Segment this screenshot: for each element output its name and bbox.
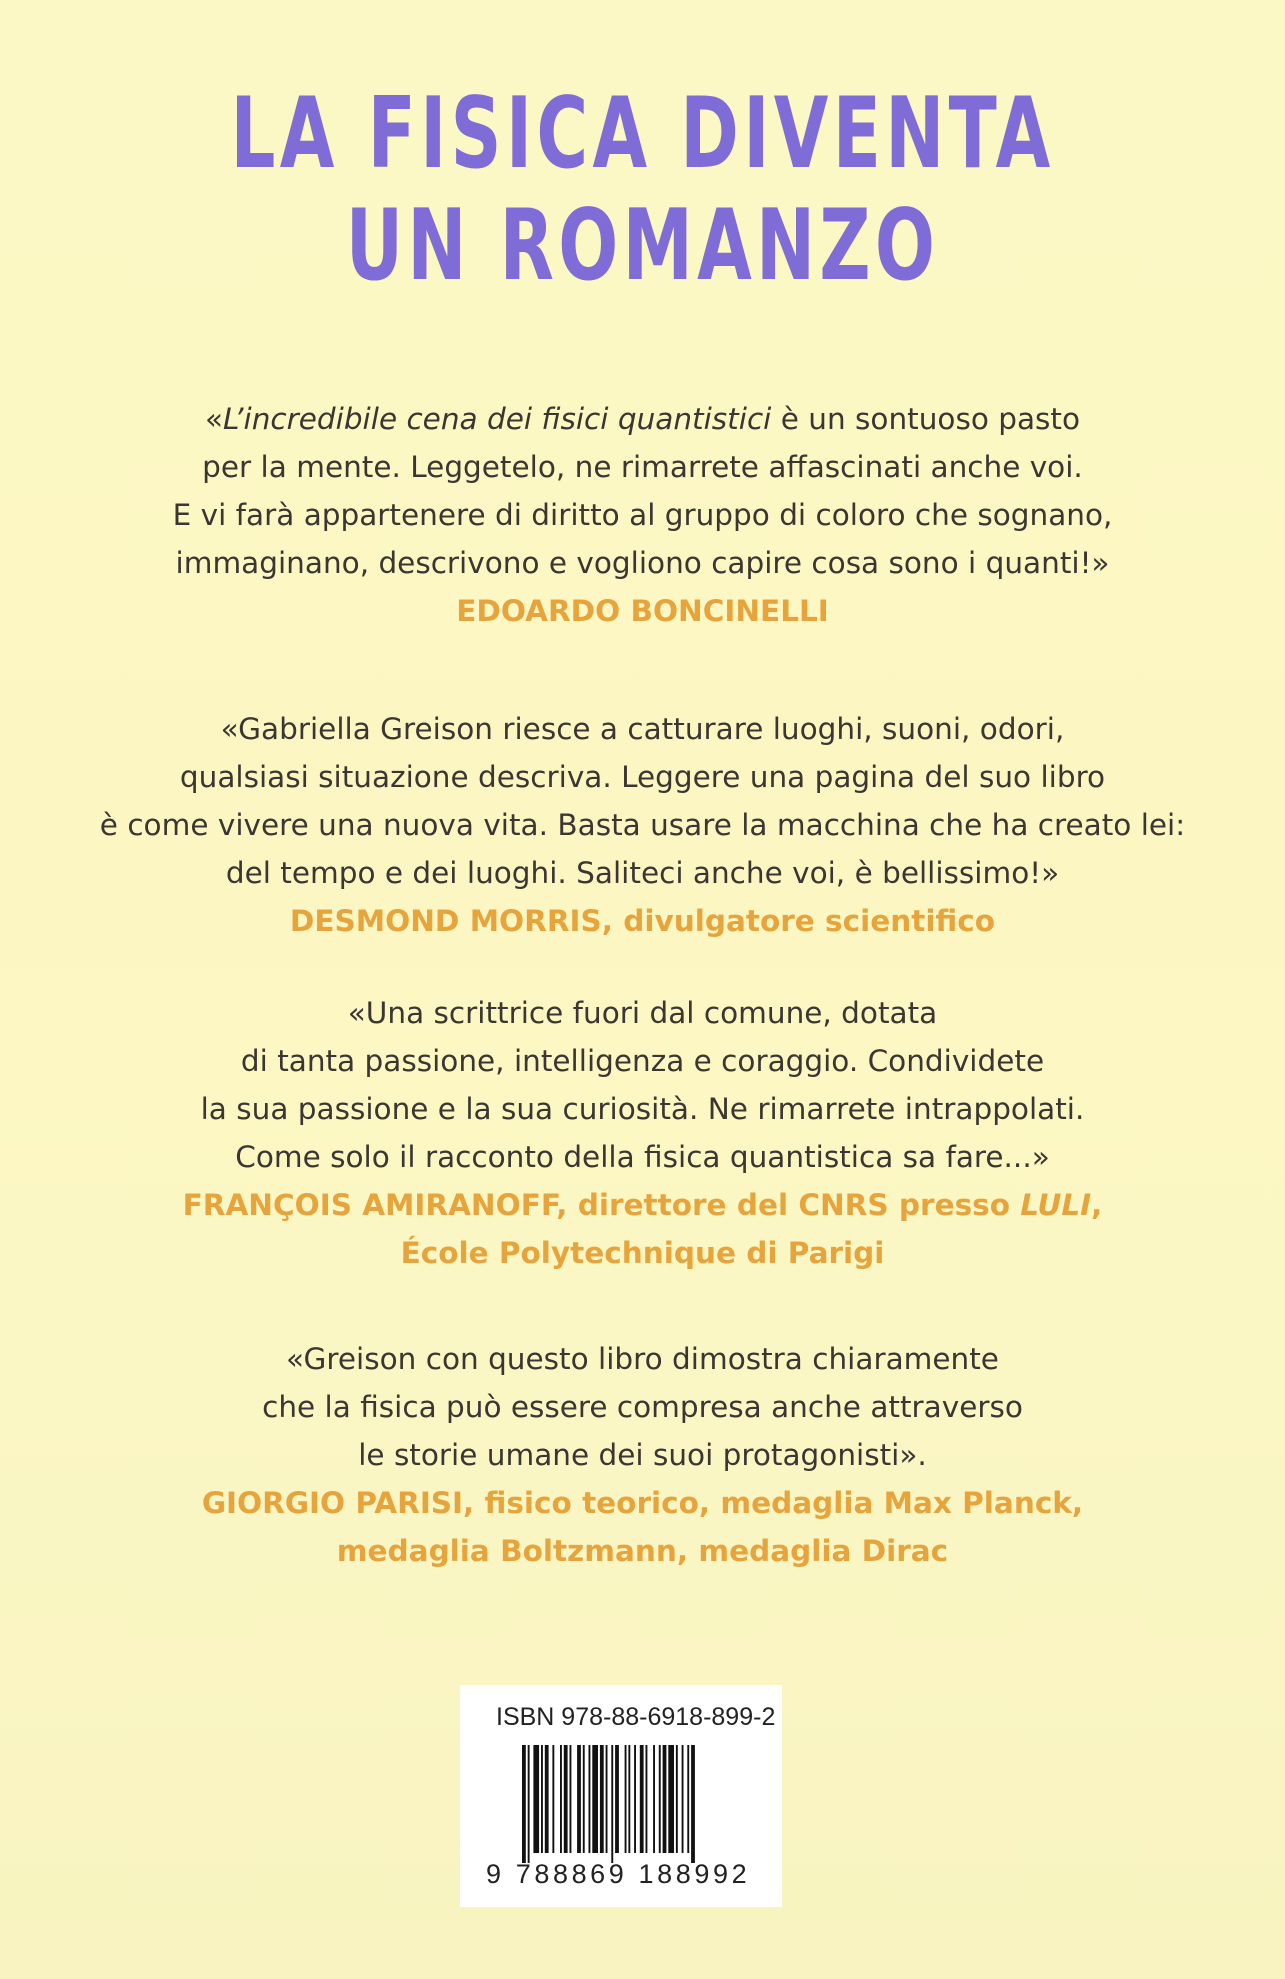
barcode-bar <box>577 1745 581 1853</box>
author-name: GIORGIO PARISI <box>201 1486 464 1520</box>
barcode-bar <box>653 1745 655 1853</box>
quote-line: «Una scrittrice fuori dal comune, dotata <box>347 996 938 1030</box>
quote-author <box>80 897 1205 945</box>
barcode-bar <box>600 1745 604 1853</box>
quote-author <box>80 587 1205 635</box>
quote-line: per la mente. Leggetelo, ne rimarrete affascinati anche voi. <box>202 450 1083 484</box>
quote-line: E vi farà appartenere di diritto al gruppo di coloro che sognano, <box>172 498 1113 532</box>
quote-author <box>80 1479 1205 1527</box>
isbn-digits: 9 788869 188992 <box>486 1859 751 1889</box>
quote-boncinelli <box>80 395 1205 635</box>
barcode-bar <box>691 1745 695 1863</box>
author-role: , fisico teorico, medaglia Max Planck, <box>463 1486 1084 1520</box>
author-role-tail: , <box>1091 1188 1103 1222</box>
barcode-bar <box>687 1745 689 1853</box>
cover-title <box>180 78 1105 302</box>
book-title-italic: L’incredibile cena dei fisici quantistici <box>223 402 772 436</box>
barcode-bar <box>615 1745 619 1853</box>
barcode-bar <box>545 1745 549 1853</box>
barcode-bar <box>682 1745 684 1853</box>
barcode-bar <box>628 1745 630 1853</box>
author-name: EDOARDO BONCINELLI <box>456 594 829 628</box>
barcode-bar <box>606 1745 608 1853</box>
barcode-bar <box>583 1745 585 1853</box>
barcode-bar <box>646 1745 648 1853</box>
cover-title-line-2: UN ROMANZO <box>345 189 940 303</box>
barcode-bar <box>560 1745 562 1853</box>
barcode-bar <box>663 1745 667 1853</box>
barcode-bar <box>659 1745 661 1853</box>
barcode-bar <box>541 1745 543 1853</box>
quote-author-line-2: École Polytechnique di Parigi <box>400 1236 885 1270</box>
barcode-bar <box>640 1745 644 1853</box>
quote-text: è un sontuoso pasto <box>771 402 1081 436</box>
author-name: FRANÇOIS AMIRANOFF <box>182 1188 557 1222</box>
quote-author <box>80 1181 1205 1229</box>
quote-line: le storie umane dei suoi protagonisti». <box>358 1438 927 1472</box>
barcode-bar <box>668 1745 674 1853</box>
isbn-barcode-box <box>460 1685 782 1907</box>
quote-author-line-2: medaglia Boltzmann, medaglia Dirac <box>336 1534 949 1568</box>
quote-line: «Greison con questo libro dimostra chiaramente <box>286 1342 999 1376</box>
barcode-bar <box>676 1745 678 1853</box>
barcode-bar <box>564 1745 568 1853</box>
author-name: DESMOND MORRIS <box>289 904 602 938</box>
barcode-bar <box>589 1745 591 1853</box>
quote-amiranoff <box>80 989 1205 1277</box>
quote-line <box>80 395 1205 443</box>
barcode-bar <box>533 1745 539 1853</box>
barcode-bar <box>611 1745 613 1863</box>
isbn-label: ISBN 978-88-6918-899-2 <box>496 1703 776 1731</box>
quote-line: immaginano, descrivono e vogliono capire cosa sono i quanti!» <box>175 546 1110 580</box>
author-role-italic: LULI <box>1020 1188 1092 1222</box>
author-role: , divulgatore scientifico <box>601 904 996 938</box>
quote-line: qualsiasi situazione descriva. Leggere una pagina del suo libro <box>179 760 1106 794</box>
barcode-bar <box>552 1745 554 1853</box>
quote-line: la sua passione e la sua curiosità. Ne rimarrete intrappolati. <box>200 1092 1085 1126</box>
quote-line: è come vivere una nuova vita. Basta usare la macchina che ha creato lei: <box>99 808 1186 842</box>
quote-morris <box>80 705 1205 945</box>
quote-line: di tanta passione, intelligenza e coraggio. Condividete <box>240 1044 1045 1078</box>
quote-line: del tempo e dei luoghi. Saliteci anche voi, è bellissimo!» <box>225 856 1060 890</box>
barcode-bar <box>592 1745 598 1853</box>
author-role: , direttore del CNRS presso <box>556 1188 1021 1222</box>
quote-line: che la fisica può essere compresa anche attraverso <box>262 1390 1023 1424</box>
quote-line: Come solo il racconto della fisica quantistica sa fare...» <box>235 1140 1050 1174</box>
quote-line: «Gabriella Greison riesce a catturare luoghi, suoni, odori, <box>220 712 1065 746</box>
barcode-bar <box>528 1745 530 1863</box>
cover-title-line-1: LA FISICA DIVENTA <box>230 77 1055 191</box>
barcode-icon <box>522 1745 760 1863</box>
quote-parisi <box>80 1335 1205 1575</box>
barcode-bar <box>625 1745 627 1853</box>
barcode-bar <box>522 1745 526 1863</box>
barcode-bar <box>570 1745 572 1853</box>
quote-open-mark: « <box>204 402 223 436</box>
barcode-bar <box>634 1745 636 1853</box>
